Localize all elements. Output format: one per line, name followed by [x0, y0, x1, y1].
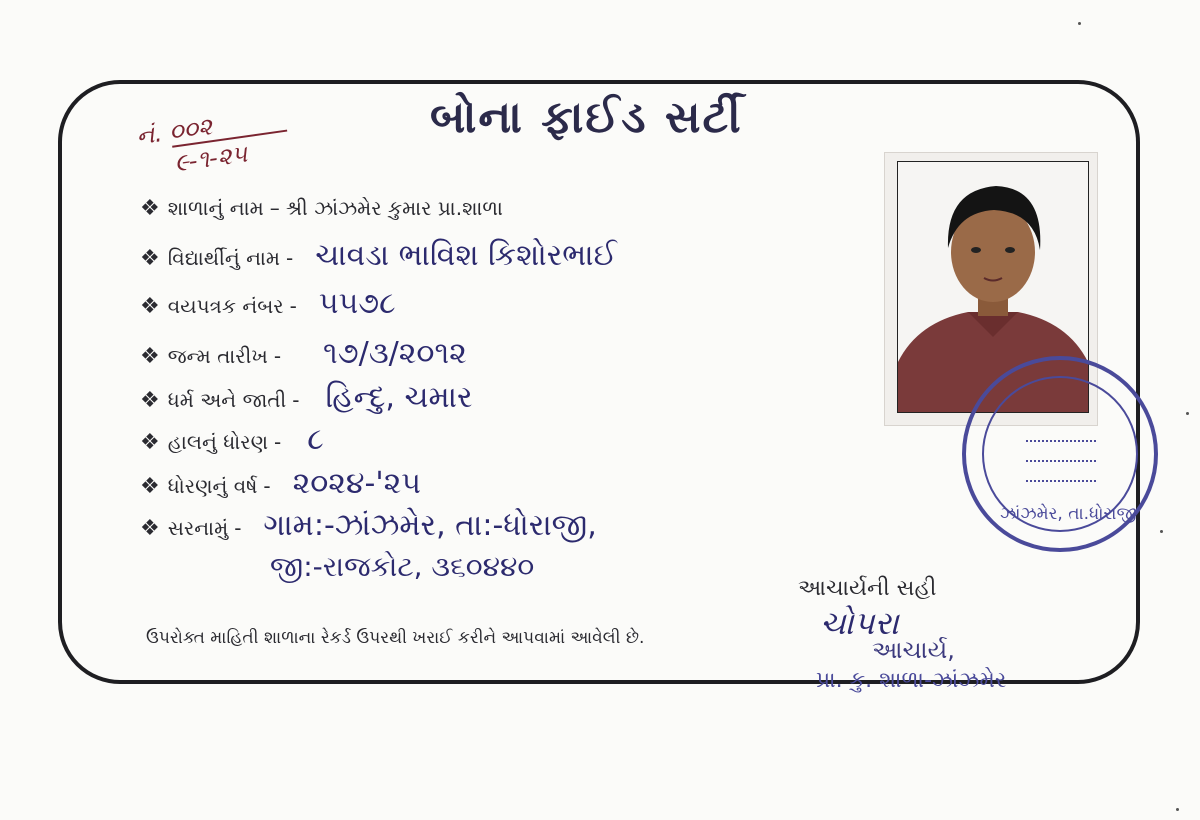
- field-row: [140, 238, 617, 273]
- field-row: [140, 508, 597, 543]
- field-separator: -: [286, 246, 294, 270]
- field-value: ૫૫૭૮: [318, 286, 396, 321]
- field-separator: -: [273, 344, 282, 368]
- field-separator: -: [289, 294, 297, 318]
- field-row: [140, 466, 421, 501]
- field-row: [140, 380, 473, 415]
- principal-signature: ચોપરા: [820, 604, 899, 642]
- scan-speck: [1160, 530, 1163, 533]
- field-label: ધર્મ અને જાતી: [167, 388, 287, 412]
- field-value: ૮: [307, 422, 324, 457]
- diamond-bullet-icon: ❖: [140, 246, 160, 271]
- scan-speck: [1078, 22, 1081, 25]
- address-line-2: જી:-રાજકોટ, ૩૬૦૪૪૦: [270, 550, 535, 583]
- field-label: જન્મ તારીખ: [167, 344, 268, 368]
- school-stamp: [962, 356, 1158, 552]
- stamp-dotted-line: [1026, 460, 1096, 462]
- field-row: [140, 286, 396, 321]
- diamond-bullet-icon: ❖: [140, 344, 160, 369]
- field-row: [140, 196, 503, 221]
- field-separator: -: [263, 474, 271, 498]
- scan-speck: [1186, 412, 1189, 415]
- field-label: શાળાનું નામ: [167, 196, 264, 220]
- diamond-bullet-icon: ❖: [140, 294, 160, 319]
- field-separator: -: [234, 516, 242, 540]
- field-row: [140, 336, 467, 371]
- diamond-bullet-icon: ❖: [140, 196, 160, 221]
- signatory-title: આચાર્ય,: [872, 636, 955, 664]
- diamond-bullet-icon: ❖: [140, 388, 160, 413]
- field-separator: -: [274, 430, 282, 454]
- ref-date: ૯-૧-૨૫: [172, 130, 291, 178]
- field-value: હિન્દુ, ચમાર: [325, 380, 473, 415]
- field-separator: –: [269, 196, 280, 220]
- diamond-bullet-icon: ❖: [140, 430, 160, 455]
- signature-label: આચાર્યની સહી: [798, 576, 937, 601]
- stamp-dotted-line: [1026, 440, 1096, 442]
- field-label: વયપત્રક નંબર: [167, 294, 284, 318]
- scan-speck: [1176, 808, 1179, 811]
- certificate-title: બોના ફાઈડ સર્ટી: [430, 92, 743, 143]
- field-value: શ્રી ઝાંઝમેર કુમાર પ્રા.શાળા: [285, 196, 503, 220]
- field-value: ૧૭/૩/૨૦૧૨: [323, 336, 467, 371]
- stamp-text: ઝાંઝમેર, તા.ધોરાજી: [1000, 504, 1137, 524]
- diamond-bullet-icon: ❖: [140, 516, 160, 541]
- certification-note: ઉપરોક્ત માહિતી શાળાના રેકર્ડ ઉપરથી ખરાઈ કરીને આપવામાં આવેલી છે.: [146, 628, 645, 648]
- ref-no: નં. ૦૦૨: [134, 112, 214, 151]
- field-value: ગામ:-ઝાંઝમેર, તા:-ધોરાજી,: [263, 508, 597, 543]
- field-label: ધોરણનું વર્ષ: [167, 474, 258, 498]
- field-value: ૨૦૨૪-'૨૫: [292, 466, 421, 501]
- field-row: [140, 422, 324, 457]
- field-value: ચાવડા ભાવિશ કિશોરભાઈ: [315, 238, 617, 273]
- field-label: હાલનું ધોરણ: [167, 430, 269, 454]
- signatory-school: પ્રા. કુ. શાળા-ઝાંઝમેર: [816, 668, 1007, 693]
- diamond-bullet-icon: ❖: [140, 474, 160, 499]
- field-label: સરનામું: [167, 516, 229, 540]
- stamp-dotted-line: [1026, 480, 1096, 482]
- field-separator: -: [292, 388, 300, 412]
- field-label: વિદ્યાર્થીનું નામ: [167, 246, 281, 270]
